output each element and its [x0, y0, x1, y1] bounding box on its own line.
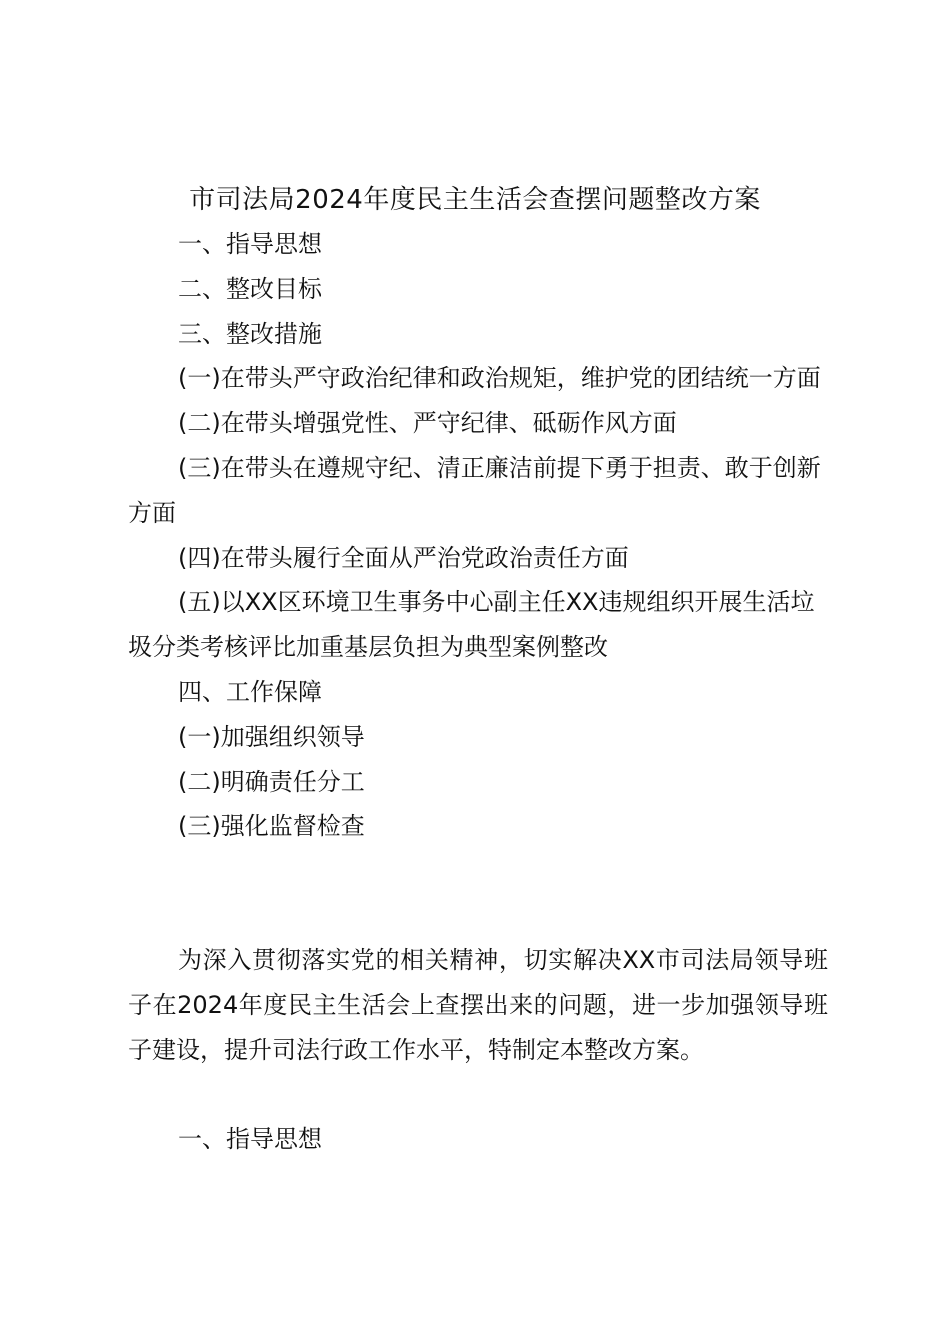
toc-item: (四)在带头履行全面从严治党政治责任方面 — [178, 543, 629, 572]
toc-item: (五)以XX区环境卫生事务中心副主任XX违规组织开展生活垃圾分类考核评比加重基层负担为典型案例整改 — [128, 588, 815, 662]
document-title: 市司法局2024年度民主生活会查摆问题整改方案 — [189, 185, 761, 215]
intro-paragraph: 为深入贯彻落实党的相关精神，切实解决XX市司法局领导班子在2024年度民主生活会上查摆出来的问题，进一步加强领导班子建设，提升司法行政工作水平，特制定本整改方案。 — [128, 946, 828, 1064]
toc-item: (三)强化监督检查 — [178, 812, 365, 841]
toc-item: (一)加强组织领导 — [178, 722, 365, 751]
toc-item: 一、指导思想 — [178, 230, 322, 258]
toc-item: 四、工作保障 — [178, 677, 322, 706]
toc-item: 二、整改目标 — [178, 274, 322, 303]
section-heading-guiding-ideology: 一、指导思想 — [178, 1125, 322, 1153]
toc-item: (二)在带头增强党性、严守纪律、砥砺作风方面 — [178, 409, 677, 438]
toc-item: 三、整改措施 — [178, 319, 322, 348]
toc-item: (三)在带头在遵规守纪、清正廉洁前提下勇于担责、敢于创新方面 — [128, 453, 821, 527]
toc-item: (一)在带头严守政治纪律和政治规矩，维护党的团结统一方面 — [178, 364, 821, 393]
toc-item: (二)明确责任分工 — [178, 767, 365, 796]
table-of-contents — [128, 222, 828, 849]
